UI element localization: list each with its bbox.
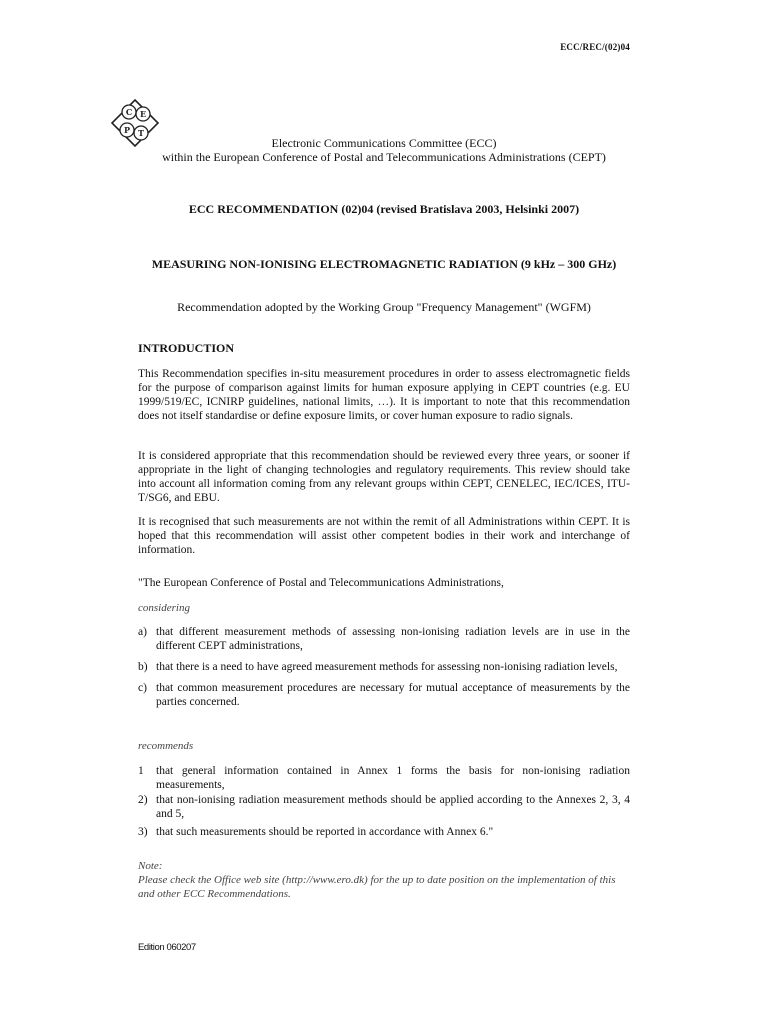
page-title: ECC RECOMMENDATION (02)04 (revised Bratislava 2003, Helsinki 2007) — [188, 202, 580, 216]
considering-item — [138, 681, 630, 709]
note-label: Note: — [138, 860, 163, 872]
recommends-item — [138, 793, 630, 821]
note-text: Please check the Office web site (http://www.ero.dk) for the up to date position on the implementation of this and other ECC Recommendations. — [138, 874, 616, 900]
list-item-text: that such measurements should be reported in accordance with Annex 6." — [156, 826, 494, 838]
introduction-heading: INTRODUCTION — [138, 341, 235, 355]
intro-paragraph-1: This Recommendation specifies in-situ measurement procedures in order to assess electromagnetic fields for the purpose of comparison against limits for human exposure applying in CEPT countries (e.g. EU 1999/519/EC, ICNIRP guidelines, national limits, …). It is important to note that this recommendation does not itself standardise or define exposure limits, or cover human exposure to radio signals. — [138, 368, 630, 422]
list-item-text: that common measurement procedures are necessary for mutual acceptance of measurements by the parties concerned. — [156, 682, 630, 708]
logo-letter-c: C — [125, 107, 133, 117]
list-marker: 3) — [138, 826, 148, 838]
list-item-text: that non-ionising radiation measurement methods should be applied according to the Annexes 2, 3, 4 and 5, — [156, 794, 630, 820]
list-marker: b) — [138, 661, 148, 673]
considering-item — [138, 660, 630, 674]
recommends-item — [138, 764, 630, 792]
document-reference: ECC/REC/(02)04 — [560, 42, 630, 52]
adoption-statement: Recommendation adopted by the Working Group "Frequency Management" (WGFM) — [177, 300, 591, 314]
org-line-1: Electronic Communications Committee (ECC) — [271, 136, 497, 150]
considering-item — [138, 625, 630, 653]
list-item-text: that different measurement methods of assessing non-ionising radiation levels are in use in the different CEPT administrations, — [156, 626, 630, 652]
org-line-2: within the European Conference of Postal and Telecommunications Administrations (CEPT) — [162, 150, 606, 164]
list-marker: 1 — [138, 765, 144, 777]
logo-letter-e: E — [139, 109, 147, 119]
considering-label: considering — [138, 602, 190, 614]
list-marker: c) — [138, 682, 147, 694]
list-item-text: that general information contained in Annex 1 forms the basis for non-ionising radiation measurements, — [156, 765, 630, 791]
list-marker: a) — [138, 626, 147, 638]
page-subtitle: MEASURING NON-IONISING ELECTROMAGNETIC RADIATION (9 kHz – 300 GHz) — [151, 257, 617, 271]
intro-paragraph-3: It is recognised that such measurements are not within the remit of all Administrations within CEPT. It is hoped that this recommendation will assist other competent bodies in their work and interchange of information. — [138, 516, 630, 556]
recommends-label: recommends — [138, 740, 194, 752]
logo-letter-p: P — [123, 125, 131, 135]
intro-paragraph-2: It is considered appropriate that this recommendation should be reviewed every three years, or sooner if appropriate in the light of changing technologies and regulatory requirements. This review should take into account all information coming from any relevant groups within CEPT, CENELEC, IEC/ICES, ITU-T/SG6, and EBU. — [138, 450, 630, 504]
list-marker: 2) — [138, 794, 148, 806]
recommends-item — [138, 825, 630, 839]
preamble: "The European Conference of Postal and Telecommunications Administrations, — [138, 577, 504, 589]
edition-footer: Edition 060207 — [138, 942, 196, 953]
list-item-text: that there is a need to have agreed measurement methods for assessing non-ionising radiation levels, — [156, 661, 618, 673]
logo-letter-t: T — [138, 128, 144, 138]
